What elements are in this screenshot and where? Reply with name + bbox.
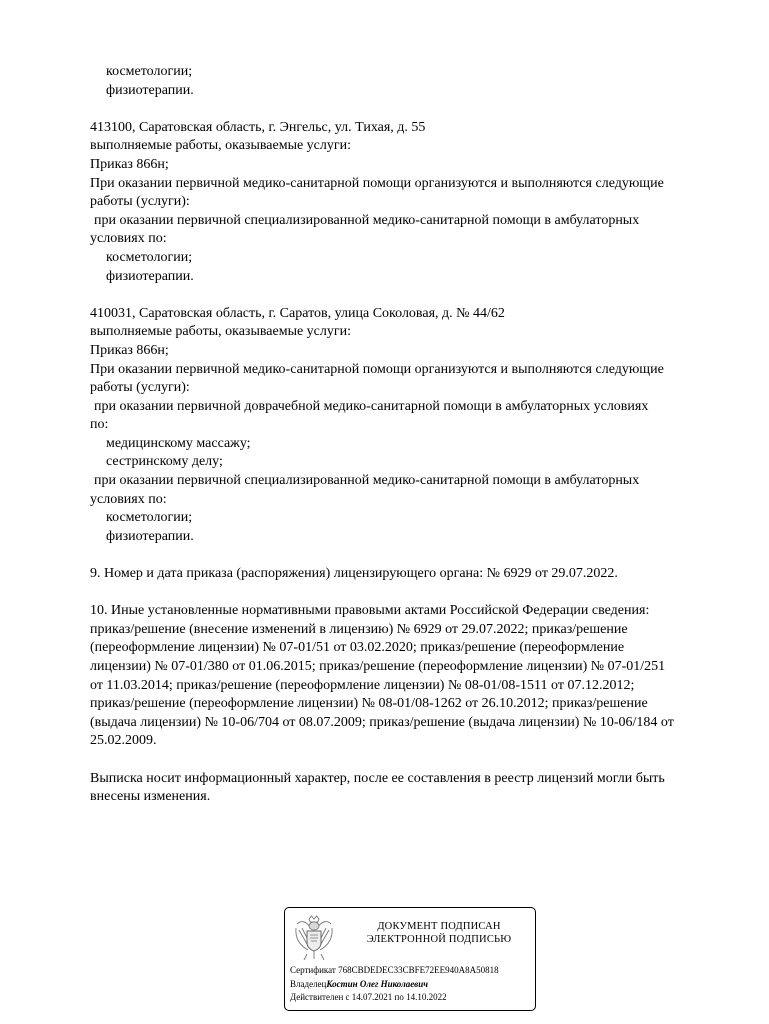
stamp-certificate xyxy=(290,965,499,976)
text-line: выполняемые работы, оказываемые услуги: xyxy=(90,324,352,340)
text-line: при оказании первичной доврачебной медико-санитарной помощи в амбулаторных условиях xyxy=(94,398,649,414)
russian-coat-of-arms-icon xyxy=(293,914,335,962)
certificate-label: Сертификат xyxy=(290,965,336,975)
text-line: Приказ 866н; xyxy=(90,156,169,172)
service-line: косметологии; xyxy=(106,249,193,265)
stamp-owner xyxy=(290,979,428,990)
text-line: Приказ 866н; xyxy=(90,342,169,358)
service-line: физиотерапии. xyxy=(106,82,194,98)
service-line: косметологии; xyxy=(106,64,193,79)
address-line: 413100, Саратовская область, г. Энгельс, ул. Тихая, д. 55 xyxy=(90,119,426,135)
address-line: 410031, Саратовская область, г. Саратов, улица Соколовая, д. № 44/62 xyxy=(90,305,505,321)
electronic-signature-stamp xyxy=(284,907,536,1011)
text-line: при оказании первичной специализированной медико-санитарной помощи в амбулаторных xyxy=(94,212,640,228)
text-line: При оказании первичной медико-санитарной помощи организуются и выполняются следующие xyxy=(90,175,664,191)
text-line: работы (услуги): xyxy=(90,194,190,210)
disclaimer-line: Выписка носит информационный характер, после ее составления в реестр лицензий могли быть xyxy=(90,770,665,786)
text-line: по: xyxy=(90,417,109,433)
text-line: условиях по: xyxy=(90,491,167,507)
disclaimer-line: внесены изменения. xyxy=(90,789,211,805)
service-line: косметологии; xyxy=(106,510,193,526)
service-line: медицинскому массажу; xyxy=(106,435,251,451)
stamp-title-line: ДОКУМЕНТ ПОДПИСАН xyxy=(377,921,501,932)
other-info-line: приказ/решение (внесение изменений в лицензию) № 6929 от 29.07.2022; приказ/решение xyxy=(90,621,628,637)
license-extract-page xyxy=(90,63,740,807)
owner-value: Костин Олег Николаевич xyxy=(326,979,428,989)
text-line: При оказании первичной медико-санитарной помощи организуются и выполняются следующие xyxy=(90,361,664,377)
text-line: условиях по: xyxy=(90,231,167,247)
stamp-validity: Действителен с 14.07.2021 по 14.10.2022 xyxy=(290,992,447,1002)
stamp-title-line: ЭЛЕКТРОННОЙ ПОДПИСЬЮ xyxy=(366,934,512,945)
service-line: физиотерапии. xyxy=(106,268,194,284)
text-line: при оказании первичной специализированной медико-санитарной помощи в амбулаторных xyxy=(94,473,640,489)
other-info-line: от 11.03.2014; приказ/решение (переоформление лицензии) № 08-01/08-1511 от 07.12.2012; xyxy=(90,677,635,693)
stamp-title xyxy=(345,920,533,946)
owner-label: Владелец xyxy=(290,979,327,989)
text-line: выполняемые работы, оказываемые услуги: xyxy=(90,138,352,154)
service-line: сестринскому делу; xyxy=(106,454,223,470)
other-info-line: (выдача лицензии) № 10-06/704 от 08.07.2009; приказ/решение (выдача лицензии) № 10-06/184 от xyxy=(90,714,674,730)
other-info-line: 25.02.2009. xyxy=(90,733,157,749)
other-info-line: приказ/решение (переоформление лицензии) № 08-01/08-1262 от 26.10.2012; приказ/решение xyxy=(90,696,648,712)
text-line: работы (услуги): xyxy=(90,380,190,396)
order-number-line: 9. Номер и дата приказа (распоряжения) лицензирующего органа: № 6929 от 29.07.2022. xyxy=(90,566,618,582)
other-info-line: (переоформление лицензии) № 07-01/51 от 03.02.2020; приказ/решение (переоформление xyxy=(90,640,625,656)
service-line: физиотерапии. xyxy=(106,528,194,544)
certificate-value: 768CBDEDEC33CBFE72EE940A8A50818 xyxy=(338,965,499,975)
other-info-line: 10. Иные установленные нормативными правовыми актами Российской Федерации сведения: xyxy=(90,603,650,619)
other-info-line: лицензии) № 07-01/380 от 01.06.2015; приказ/решение (переоформление лицензии) № 07-01/251 xyxy=(90,659,666,674)
